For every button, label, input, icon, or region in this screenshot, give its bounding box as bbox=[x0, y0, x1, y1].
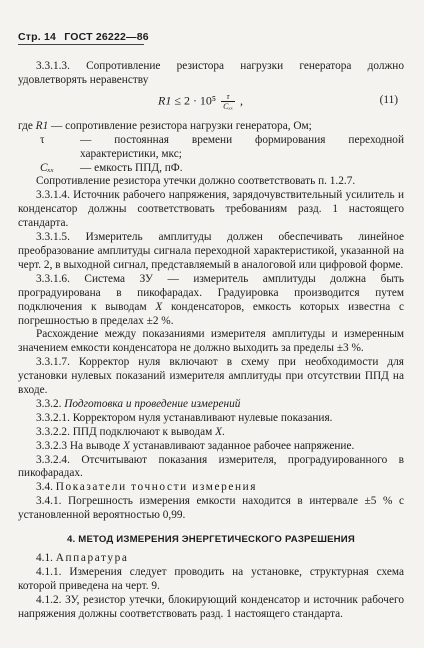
clause-3-3-2-2 bbox=[18, 426, 404, 440]
clause-3-3-2-4: 3.3.2.4. Отсчитывают показания измерителя, проградуированного в пикофарадах. bbox=[18, 453, 404, 480]
clause-4-1-2: 4.1.2. ЗУ, резистор утечки, блокирующий конденсатор и источник рабочего напряжения должны соответствовать разд. 1 настоящего стандарта. bbox=[18, 593, 404, 620]
symbol-capacitance: Cₓₓ bbox=[40, 161, 54, 174]
clause-3-3-2-1: 3.3.2.1. Корректором нуля устанавливают нулевые показания. bbox=[36, 411, 333, 424]
definition-capacitance-text: — емкость ППД, пФ. bbox=[80, 161, 183, 174]
clause-3-3-2-title: Подготовка и проведение измерений bbox=[64, 397, 241, 410]
clause-3-3-2-3 bbox=[18, 440, 404, 454]
symbol-tau: τ bbox=[40, 133, 45, 146]
clause-3-4 bbox=[18, 481, 404, 495]
definition-tau bbox=[18, 134, 404, 162]
formula-denominator: Cₓₓ bbox=[223, 101, 234, 111]
clause-3-4-1: 3.4.1. Погрешность измерения емкости находится в интервале ±5 % с установленной вероятностью 0,99. bbox=[18, 495, 404, 522]
clause-3-3-2-number: 3.3.2. bbox=[36, 397, 65, 410]
leak-resistor-note: Сопротивление резистора утечки должно соответствовать п. 1.2.7. bbox=[36, 175, 356, 188]
formula-tail: , bbox=[240, 93, 244, 108]
symbol-r1: R1 bbox=[35, 119, 49, 132]
clause-3-3-2-3-text-b: устанавливают заданное рабочее напряжение. bbox=[129, 439, 355, 452]
formula-coefficient: 2 · 10⁵ bbox=[183, 93, 217, 108]
clause-3-4-title: Показатели точности измерения bbox=[55, 481, 258, 494]
formula-relation: ≤ bbox=[174, 93, 181, 108]
equation-number: (11) bbox=[379, 93, 398, 106]
clause-3-3-1-3: 3.3.1.3. Сопротивление резистора нагрузки генератора должно удовлетворять неравенству bbox=[18, 60, 404, 86]
clause-3-3-2-2-text-b: . bbox=[222, 425, 225, 438]
discrepancy-note: Расхождение между показаниями измерителя амплитуды и измеренным значением емкости конденсатора не должно выходить за пределы ±3 %. bbox=[18, 328, 404, 355]
where-word: где bbox=[18, 119, 36, 132]
clause-4-1-1: 4.1.1. Измерения следует проводить на установке, структурная схема которой приведена на черт. 9. bbox=[18, 565, 404, 592]
clause-3-3-2-3-text-a: 3.3.2.3 На выводе bbox=[36, 439, 123, 452]
clause-3-3-1-6 bbox=[18, 273, 404, 329]
clause-3-3-1-7: 3.3.1.7. Корректор нуля включают в схему при необходимости для установки нулевых показаний измерителя амплитуды при отсутствии ППД на входе. bbox=[18, 356, 404, 397]
formula-expression bbox=[158, 92, 243, 111]
clause-3-3-1-6-text-b: конденсаторов, емкость которых известна с погрешностью в пределах ±2 %. bbox=[18, 300, 404, 327]
formula-lhs: R1 bbox=[158, 93, 172, 108]
clause-3-3-1-5: 3.3.1.5. Измеритель амплитуды должен обеспечивать линейное преобразование амплитуды сигнала переходной характеристикой, указанной на черт. 2, в выходной сигнал, представляемый в аналоговой или цифровой форме. bbox=[18, 231, 404, 271]
header-rule bbox=[18, 44, 144, 45]
symbol-x: X bbox=[215, 425, 223, 438]
section-4-heading: 4. МЕТОД ИЗМЕРЕНИЯ ЭНЕРГЕТИЧЕСКОГО РАЗРЕШЕНИЯ bbox=[66, 534, 355, 546]
where-definition-r1 bbox=[18, 120, 404, 134]
page-header bbox=[18, 31, 154, 43]
definition-tau-text: — постоянная времени формирования переходной характеристики, мкс; bbox=[80, 133, 404, 160]
definition-r1: — сопротивление резистора нагрузки генератора, Ом; bbox=[48, 119, 312, 132]
page-number: Стр. 14 bbox=[18, 31, 57, 43]
symbol-x: X bbox=[155, 300, 163, 313]
clause-3-3-1-6-text-a: 3.3.1.6. Система ЗУ — измеритель амплитуды должна быть проградуирована в пикофарадах. Градуировка производится путем подключения к выводам bbox=[18, 272, 404, 313]
symbol-x: X bbox=[122, 439, 130, 452]
standard-code: ГОСТ 26222—86 bbox=[64, 31, 149, 43]
definition-capacitance bbox=[18, 162, 404, 176]
clause-3-3-2 bbox=[18, 398, 404, 412]
clause-4-1-title: Аппаратура bbox=[55, 552, 129, 564]
clause-4-1 bbox=[18, 552, 404, 566]
clause-3-4-number: 3.4. bbox=[36, 481, 56, 494]
document-body bbox=[18, 60, 404, 622]
clause-3-3-1-4: 3.3.1.4. Источник рабочего напряжения, зарядочувствительный усилитель и конденсатор должны соответствовать требованиям разд. 1 настоящего стандарта. bbox=[18, 189, 404, 230]
formula-fraction bbox=[221, 92, 235, 111]
clause-3-3-2-2-text-a: 3.3.2.2. ППД подключают к выводам bbox=[36, 425, 216, 438]
formula-11 bbox=[18, 88, 404, 120]
formula-numerator: τ bbox=[221, 92, 235, 102]
clause-4-1-number: 4.1. bbox=[36, 552, 56, 564]
